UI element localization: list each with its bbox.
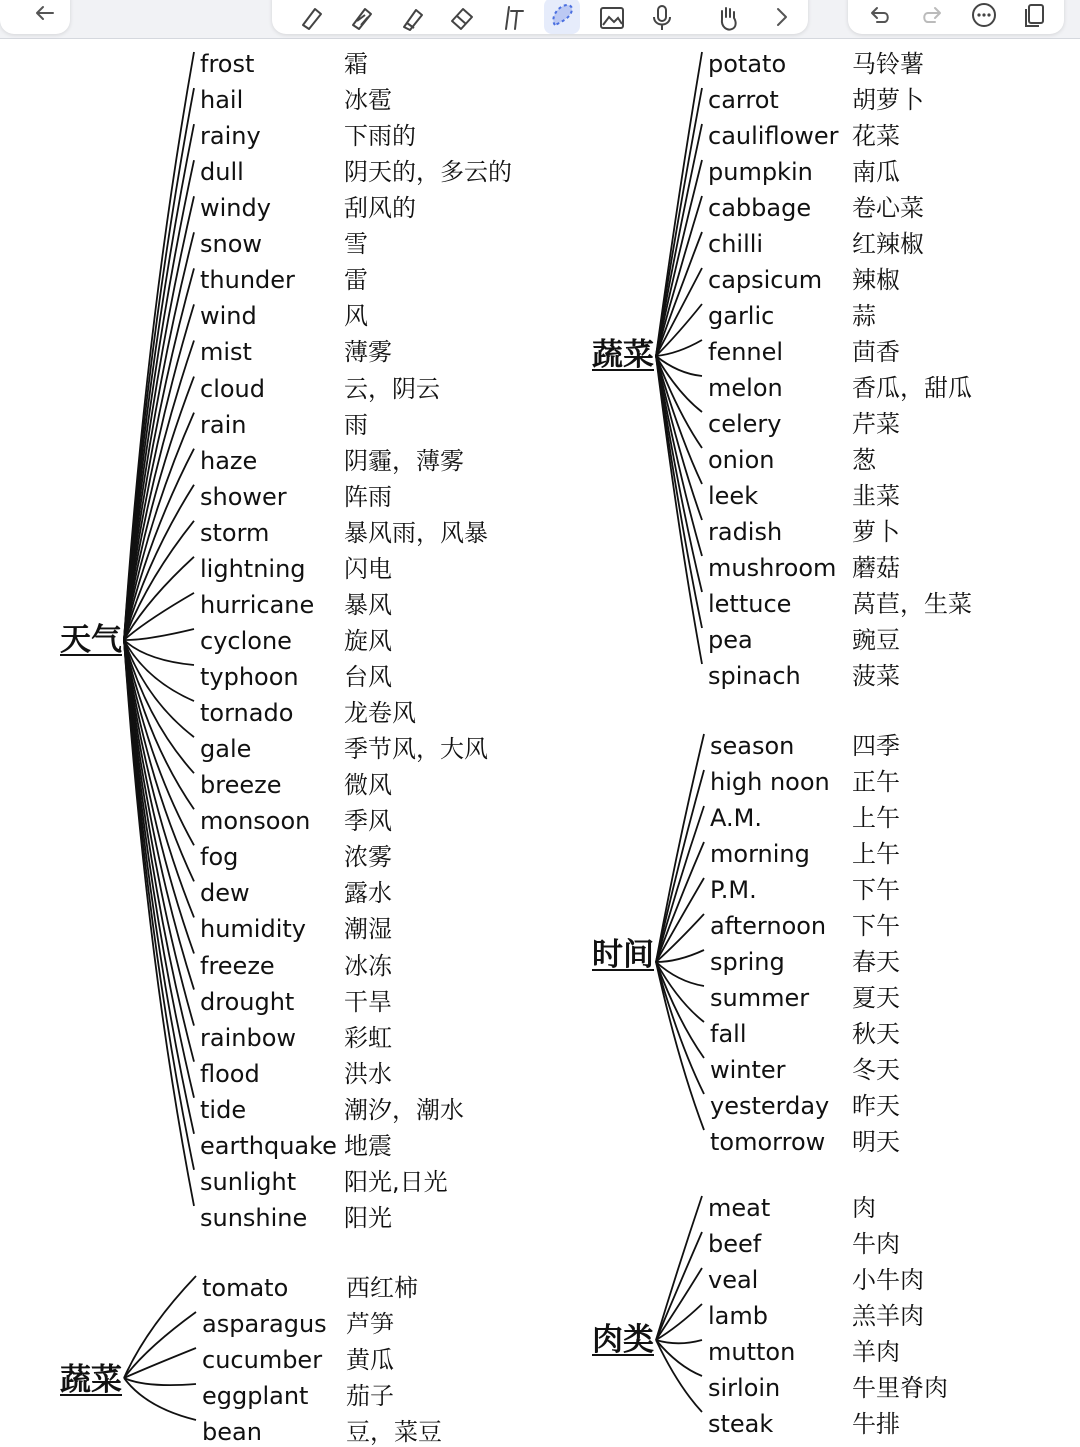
connector-line xyxy=(656,770,704,962)
vocab-translation: 蘑菇 xyxy=(852,554,900,582)
vocab-word: cabbage xyxy=(708,194,812,222)
vocab-word: earthquake xyxy=(200,1131,337,1160)
vocab-translation: 秋天 xyxy=(852,1020,900,1048)
vocab-translation: 韭菜 xyxy=(852,482,900,510)
connector-line xyxy=(124,340,194,640)
vocab-word: potato xyxy=(708,50,787,78)
vocab-word: spinach xyxy=(708,662,801,690)
connector-line xyxy=(656,1340,702,1343)
vocab-translation: 闪电 xyxy=(344,554,392,583)
vocab-word: tomato xyxy=(202,1274,289,1302)
vocab-translation: 阵雨 xyxy=(344,482,392,511)
topic-hub-vegetables-1: 蔬菜 xyxy=(592,337,654,373)
vocab-word: sirloin xyxy=(708,1374,781,1402)
vocab-word: asparagus xyxy=(202,1310,327,1338)
connector-line xyxy=(124,1348,196,1378)
vocab-translation: 辣椒 xyxy=(852,266,900,294)
vocab-word: winter xyxy=(710,1056,786,1084)
vocab-translation: 刮风的 xyxy=(344,194,416,223)
vocab-word: hail xyxy=(200,86,244,115)
vocab-word: fennel xyxy=(708,338,784,366)
vocab-translation: 下午 xyxy=(852,912,900,940)
vocab-word: steak xyxy=(708,1410,774,1438)
vocab-translation: 干旱 xyxy=(344,987,392,1016)
vocab-translation: 牛里脊肉 xyxy=(852,1374,948,1402)
vocab-translation: 西红柿 xyxy=(346,1274,418,1302)
vocab-translation: 卷心菜 xyxy=(852,194,924,222)
vocab-word: drought xyxy=(200,987,295,1016)
vocab-word: dull xyxy=(200,158,244,187)
vocab-translation: 潮湿 xyxy=(344,915,392,944)
vocab-word: thunder xyxy=(200,266,295,295)
vocab-word: beef xyxy=(708,1230,762,1258)
vocab-translation: 风 xyxy=(344,302,368,331)
vocab-word: dew xyxy=(200,879,250,908)
vocab-word: flood xyxy=(200,1059,260,1088)
vocab-translation: 牛肉 xyxy=(852,1230,900,1258)
vocab-word: chilli xyxy=(708,230,764,258)
vocab-word: carrot xyxy=(708,86,779,114)
vocab-word: cyclone xyxy=(200,626,292,655)
vocab-word: shower xyxy=(200,482,287,511)
vocab-word: windy xyxy=(200,194,271,223)
vocab-translation: 葱 xyxy=(852,446,876,474)
vocab-word: wind xyxy=(200,302,257,331)
vocab-word: high noon xyxy=(710,768,830,796)
vocab-word: typhoon xyxy=(200,663,299,692)
vocab-word: onion xyxy=(708,446,775,474)
connector-line xyxy=(656,160,702,356)
connector-line xyxy=(124,1312,196,1378)
vocab-word: tomorrow xyxy=(710,1128,826,1156)
connector-line xyxy=(656,1196,702,1340)
vocab-translation: 香瓜，甜瓜 xyxy=(852,374,972,402)
vocab-word: morning xyxy=(710,840,810,868)
vocab-word: afternoon xyxy=(710,912,827,940)
vocab-word: pea xyxy=(708,626,753,654)
vocab-word: sunlight xyxy=(200,1167,297,1196)
vocab-word: lightning xyxy=(200,554,306,583)
vocab-translation: 洪水 xyxy=(344,1059,392,1088)
vocab-word: snow xyxy=(200,230,263,259)
vocab-translation: 昨天 xyxy=(852,1092,900,1120)
vocab-translation: 云，阴云 xyxy=(344,374,440,403)
vocab-word: fall xyxy=(710,1020,747,1048)
vocab-word: cucumber xyxy=(202,1346,323,1374)
vocab-translation: 雨 xyxy=(344,410,368,439)
vocab-translation: 浓雾 xyxy=(344,843,392,872)
vocab-translation: 花菜 xyxy=(852,122,900,150)
vocab-translation: 萝卜 xyxy=(852,518,900,546)
vocab-word: lamb xyxy=(708,1302,768,1330)
vocab-word: P.M. xyxy=(710,876,757,904)
vocab-translation: 地震 xyxy=(344,1131,392,1160)
vocab-word: fog xyxy=(200,843,239,872)
vocab-translation: 微风 xyxy=(344,771,392,800)
vocab-translation: 下午 xyxy=(852,876,900,904)
connector-line xyxy=(656,1340,702,1412)
vocab-translation: 冰冻 xyxy=(344,951,392,980)
vocab-word: celery xyxy=(708,410,782,438)
vocab-word: monsoon xyxy=(200,807,311,836)
vocab-word: cloud xyxy=(200,374,265,403)
vocab-word: spring xyxy=(710,948,785,976)
vocab-translation: 正午 xyxy=(852,768,900,796)
vocab-word: pumpkin xyxy=(708,158,813,186)
vocab-word: rain xyxy=(200,410,247,439)
vocab-translation: 春天 xyxy=(852,948,900,976)
vocab-translation: 冬天 xyxy=(852,1056,900,1084)
vocab-translation: 明天 xyxy=(852,1128,900,1156)
vocab-word: eggplant xyxy=(202,1382,309,1410)
connector-line xyxy=(124,640,194,665)
vocab-word: haze xyxy=(200,446,258,475)
vocab-word: sunshine xyxy=(200,1203,308,1232)
vocab-translation: 莴苣，生菜 xyxy=(852,590,972,618)
connector-line xyxy=(656,1268,702,1340)
vocab-translation: 阳光,日光 xyxy=(344,1167,448,1196)
vocab-translation: 阴霾，薄雾 xyxy=(344,446,464,475)
vocab-word: rainbow xyxy=(200,1023,296,1052)
vocab-word: mushroom xyxy=(708,554,837,582)
vocab-translation: 雪 xyxy=(344,230,368,259)
vocab-word: yesterday xyxy=(710,1092,830,1120)
vocab-translation: 羊肉 xyxy=(852,1338,900,1366)
vocab-translation: 台风 xyxy=(344,663,392,692)
vocab-translation: 上午 xyxy=(852,840,900,868)
vocab-translation: 蒜 xyxy=(852,302,876,330)
vocab-word: lettuce xyxy=(708,590,792,618)
vocab-word: mutton xyxy=(708,1338,796,1366)
vocab-translation: 龙卷风 xyxy=(344,699,416,728)
topic-hub-vegetables-2: 蔬菜 xyxy=(60,1362,122,1398)
vocab-word: tide xyxy=(200,1095,247,1124)
vocab-translation: 潮汐，潮水 xyxy=(344,1095,464,1124)
vocab-word: leek xyxy=(708,482,759,510)
vocab-translation: 阴天的，多云的 xyxy=(344,158,512,187)
vocab-word: bean xyxy=(202,1418,262,1446)
vocab-translation: 夏天 xyxy=(852,984,900,1012)
vocab-word: meat xyxy=(708,1194,771,1222)
vocab-word: capsicum xyxy=(708,266,823,294)
connector-line xyxy=(656,1340,702,1376)
vocab-word: summer xyxy=(710,984,810,1012)
vocab-translation: 黄瓜 xyxy=(346,1346,394,1374)
vocab-translation: 旋风 xyxy=(344,626,392,655)
vocab-translation: 上午 xyxy=(852,804,900,832)
vocab-translation: 胡萝卜 xyxy=(852,86,924,114)
topic-hub-time: 时间 xyxy=(592,937,654,973)
vocab-word: gale xyxy=(200,735,252,764)
vocab-word: radish xyxy=(708,518,783,546)
vocab-translation: 芹菜 xyxy=(852,410,900,438)
connector-line xyxy=(124,1378,196,1385)
vocab-translation: 南瓜 xyxy=(852,158,900,186)
vocab-translation: 羔羊肉 xyxy=(852,1302,924,1330)
connector-line xyxy=(656,962,704,1058)
vocab-translation: 马铃薯 xyxy=(852,50,924,78)
vocab-word: rainy xyxy=(200,122,261,151)
vocab-translation: 露水 xyxy=(344,879,392,908)
vocab-translation: 豌豆 xyxy=(852,626,900,654)
vocab-translation: 季风 xyxy=(344,807,392,836)
vocab-word: tornado xyxy=(200,699,294,728)
vocab-translation: 茄子 xyxy=(346,1382,394,1410)
vocab-translation: 彩虹 xyxy=(344,1023,392,1052)
vocab-translation: 茴香 xyxy=(852,338,900,366)
vocab-word: garlic xyxy=(708,302,775,330)
vocab-translation: 霜 xyxy=(344,50,368,78)
topic-hub-weather: 天气 xyxy=(60,622,122,658)
vocab-word: A.M. xyxy=(710,804,762,832)
vocab-translation: 下雨的 xyxy=(344,122,416,151)
vocab-word: frost xyxy=(200,50,255,78)
vocab-translation: 菠菜 xyxy=(852,662,900,690)
vocab-word: storm xyxy=(200,518,270,547)
vocab-word: freeze xyxy=(200,951,275,980)
vocab-word: humidity xyxy=(200,915,306,944)
vocab-translation: 阳光 xyxy=(344,1203,392,1232)
vocab-translation: 雷 xyxy=(344,266,368,295)
vocab-translation: 红辣椒 xyxy=(852,230,924,258)
vocab-translation: 暴风 xyxy=(344,590,392,619)
vocab-word: melon xyxy=(708,374,783,402)
vocab-word: season xyxy=(710,732,795,760)
vocab-translation: 冰雹 xyxy=(344,86,392,115)
vocab-word: hurricane xyxy=(200,590,315,619)
vocab-translation: 牛排 xyxy=(852,1410,900,1438)
vocab-translation: 豆，菜豆 xyxy=(346,1418,442,1446)
vocab-translation: 暴风雨，风暴 xyxy=(344,518,488,547)
vocab-translation: 芦笋 xyxy=(346,1310,394,1338)
vocab-translation: 小牛肉 xyxy=(852,1266,924,1294)
vocab-translation: 四季 xyxy=(852,732,900,760)
vocab-translation: 季节风，大风 xyxy=(344,735,488,764)
vocab-translation: 薄雾 xyxy=(344,338,392,367)
vocab-translation: 肉 xyxy=(852,1194,876,1222)
vocab-word: cauliflower xyxy=(708,122,839,150)
topic-hub-meat: 肉类 xyxy=(592,1322,654,1358)
vocab-word: veal xyxy=(708,1266,759,1294)
vocab-word: breeze xyxy=(200,771,282,800)
vocab-word: mist xyxy=(200,338,252,367)
